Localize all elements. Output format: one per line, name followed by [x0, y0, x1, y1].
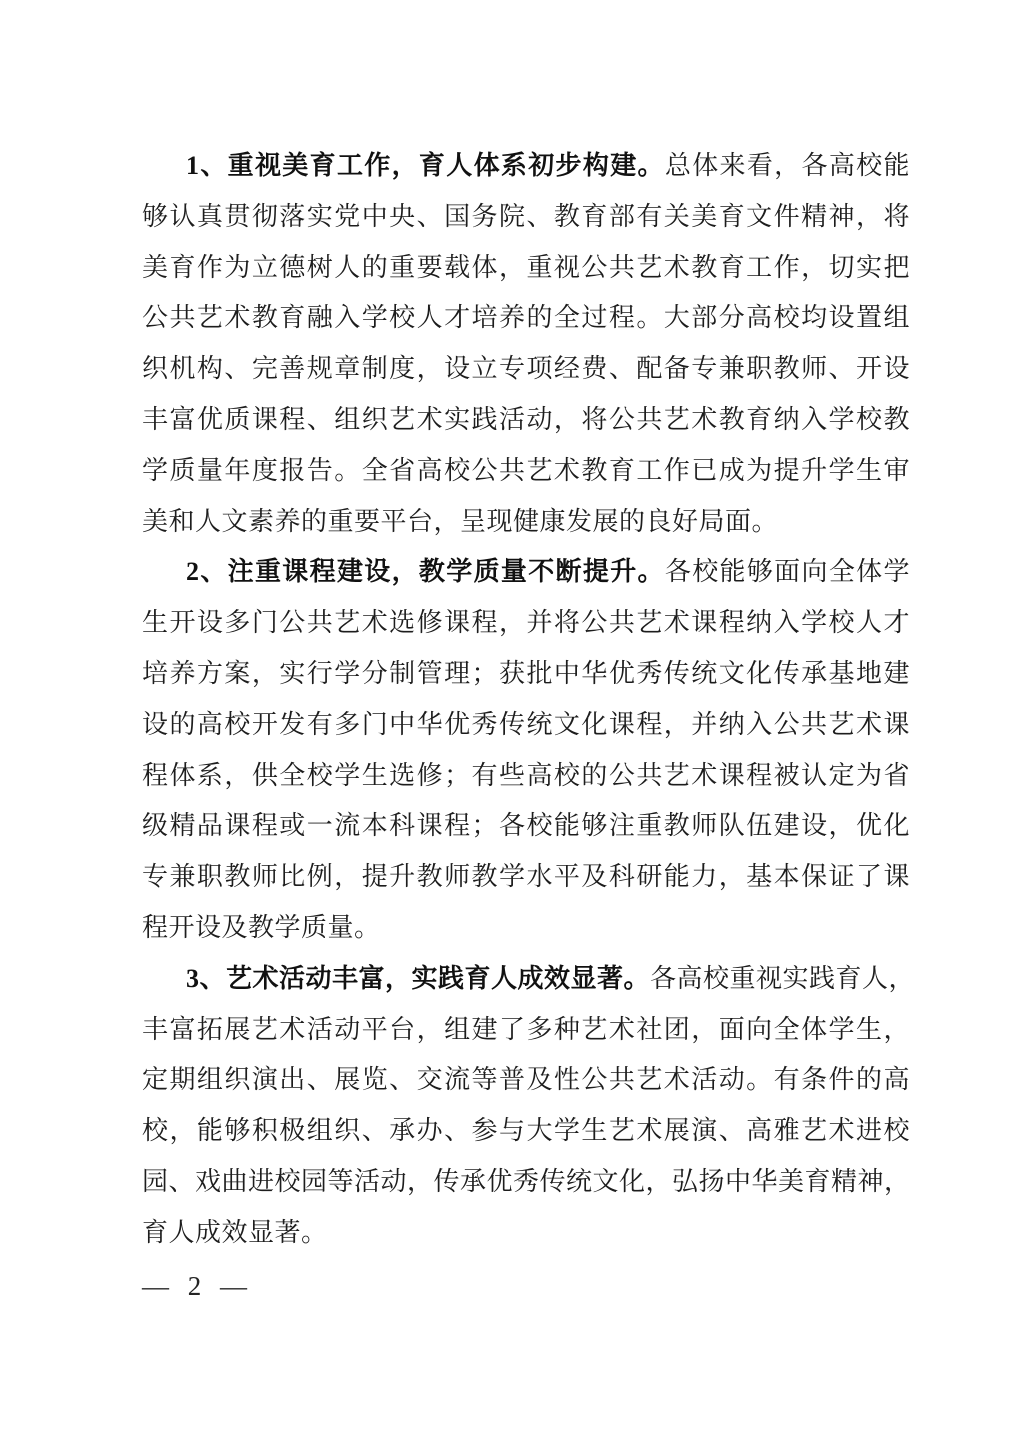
text-line: 够认真贯彻落实党中央、国务院、教育部有关美育文件精神，将 — [142, 201, 910, 231]
text-line: 培养方案，实行学分制管理；获批中华优秀传统文化传承基地建 — [142, 658, 910, 688]
text-line: 生开设多门公共艺术选修课程，并将公共艺术课程纳入学校人才 — [142, 608, 910, 638]
text-line: 美育作为立德树人的重要载体，重视公共艺术教育工作，切实把 — [142, 252, 910, 282]
text-line — [142, 547, 910, 598]
text-line: 级精品课程或一流本科课程；各校能够注重教师队伍建设，优化 — [142, 811, 910, 841]
text-line: 公共艺术教育融入学校人才培养的全过程。大部分高校均设置组 — [142, 303, 910, 333]
section-2-heading: 2、注重课程建设，教学质量不断提升。 — [186, 557, 665, 587]
page-number: — 2 — — [142, 1271, 253, 1301]
text-line: 育人成效显著。 — [142, 1217, 328, 1247]
body-text: 总体来看，各高校能 — [664, 151, 910, 180]
text-line: 丰富拓展艺术活动平台，组建了多种艺术社团，面向全体学生， — [142, 1014, 910, 1044]
paragraph-2 — [142, 547, 910, 953]
section-3-heading: 3、艺术活动丰富，实践育人成效显著。 — [186, 963, 651, 993]
paragraph-3 — [142, 954, 916, 1259]
text-line: 程开设及教学质量。 — [142, 912, 381, 942]
text-line — [142, 954, 916, 1005]
text-line: 专兼职教师比例，提升教师教学水平及科研能力，基本保证了课 — [142, 862, 910, 892]
text-line: 丰富优质课程、组织艺术实践活动，将公共艺术教育纳入学校教 — [142, 404, 910, 434]
body-text: 各校能够面向全体学 — [664, 557, 910, 587]
text-line: 织机构、完善规章制度，设立专项经费、配备专兼职教师、开设 — [142, 354, 910, 384]
body-text: 各高校重视实践育人， — [650, 963, 916, 993]
text-line: 校，能够积极组织、承办、参与大学生艺术展演、高雅艺术进校 — [142, 1116, 910, 1146]
text-line: 美和人文素养的重要平台，呈现健康发展的良好局面。 — [142, 506, 779, 536]
text-line: 设的高校开发有多门中华优秀传统文化课程，并纳入公共艺术课 — [142, 709, 910, 739]
paragraph-1 — [142, 141, 910, 547]
section-1-heading: 1、重视美育工作，育人体系初步构建。 — [186, 151, 665, 180]
text-line: 园、戏曲进校园等活动，传承优秀传统文化，弘扬中华美育精神， — [142, 1166, 911, 1196]
document-body — [142, 141, 916, 1259]
text-line: 定期组织演出、展览、交流等普及性公共艺术活动。有条件的高 — [142, 1065, 910, 1095]
text-line — [142, 141, 910, 192]
text-line: 学质量年度报告。全省高校公共艺术教育工作已成为提升学生审 — [142, 455, 910, 485]
text-line: 程体系，供全校学生选修；有些高校的公共艺术课程被认定为省 — [142, 760, 910, 790]
